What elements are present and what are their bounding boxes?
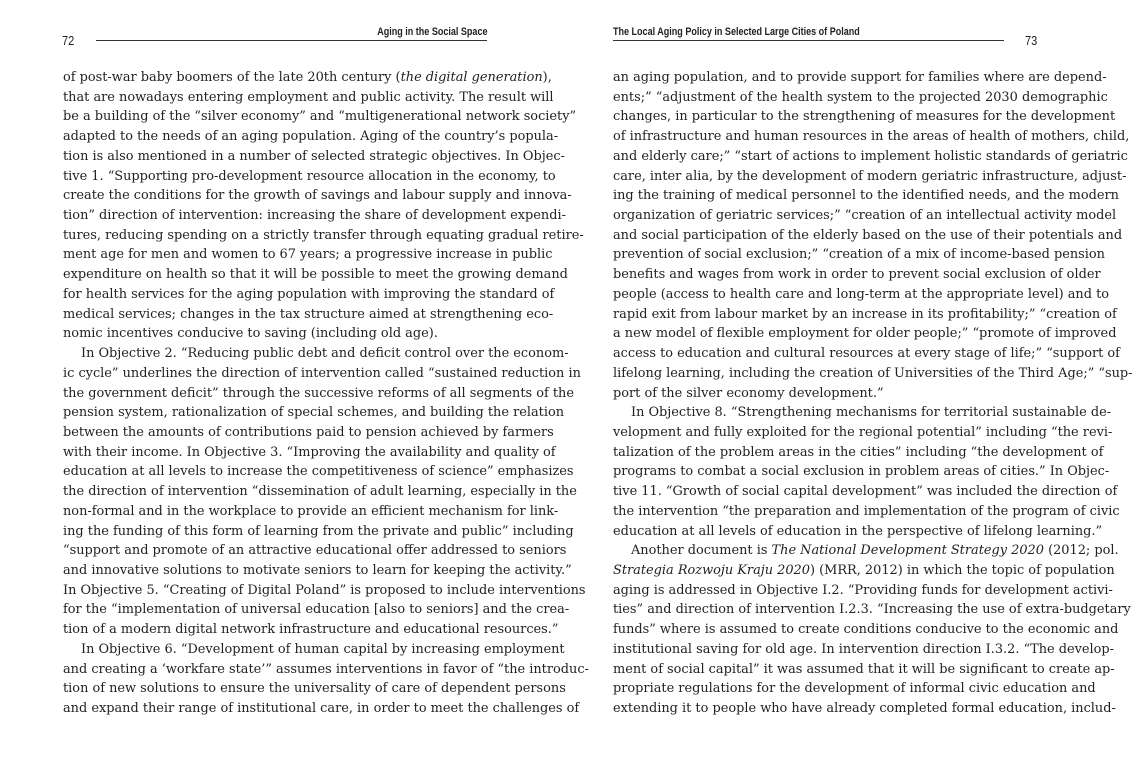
- text-line: the direction of intervention “dissemination of adult learning, especially in the: [63, 484, 577, 500]
- text-line: institutional saving for old age. In intervention direction I.3.2. “The develop-: [613, 641, 1115, 657]
- text-line: Another document is The National Development Strategy 2020 (2012; pol.: [631, 543, 1119, 559]
- text-line: for health services for the aging population with improving the standard of: [63, 286, 555, 302]
- text-line: ic cycle” underlines the direction of intervention called “sustained reduction in: [63, 365, 581, 381]
- text-line: ing the training of medical personnel to the identified needs, and the modern: [613, 188, 1119, 204]
- text-line: funds” where is assumed to create conditions conducive to the economic and: [613, 622, 1119, 638]
- right-page: [550, 0, 1133, 780]
- text-line: the government deficit” through the successive reforms of all segments of the: [63, 385, 574, 401]
- text-line: of post-war baby boomers of the late 20th century (the digital generation),: [63, 70, 552, 85]
- text-line: In Objective 8. “Strengthening mechanisms for territorial sustainable de-: [631, 405, 1112, 421]
- page-number: 73: [1025, 33, 1038, 48]
- text-line: ties” and direction of intervention I.2.3. “Increasing the use of extra-budgetary: [613, 602, 1131, 618]
- text-line: talization of the problem areas in the cities” including “the development of: [613, 444, 1104, 460]
- text-line: and creating a ‘workfare state’” assumes interventions in favor of “the introduc-: [63, 661, 589, 677]
- body-text: [613, 68, 1133, 719]
- text-line: organization of geriatric services;” “creation of an intellectual activity model: [613, 208, 1117, 224]
- text-line: with their income. In Objective 3. “Improving the availability and quality of: [63, 444, 556, 460]
- running-head: The Local Aging Policy in Selected Large Cities of Poland: [613, 26, 860, 38]
- text-line: adapted to the needs of an aging population. Aging of the country’s popula-: [63, 129, 559, 145]
- text-line: tures, reducing spending on a strictly transfer through equating gradual retire-: [63, 227, 584, 243]
- text-line: between the amounts of contributions paid to pension achieved by farmers: [63, 424, 554, 440]
- text-line: nomic incentives conducive to saving (including old age).: [63, 326, 438, 342]
- running-head: Aging in the Social Space: [376, 26, 487, 38]
- text-line: lifelong learning, including the creation of Universities of the Third Age;” “sup-: [613, 365, 1133, 381]
- header-rule: [613, 40, 1004, 41]
- text-line: tion is also mentioned in a number of selected strategic objectives. In Objec-: [63, 148, 565, 164]
- text-line: programs to combat a social exclusion in problem areas of cities.” In Objec-: [613, 464, 1110, 480]
- text-line: extending it to people who have already completed formal education, includ-: [613, 701, 1116, 716]
- text-line: tion of a modern digital network infrastructure and educational resources.”: [63, 622, 559, 638]
- text-line: and elderly care;” “start of actions to implement holistic standards of geriatric: [613, 148, 1128, 164]
- text-line: benefits and wages from work in order to prevent social exclusion of older: [613, 267, 1101, 283]
- text-line: for the “implementation of universal education [also to seniors] and the crea-: [63, 602, 570, 618]
- text-line: education at all levels of education in the perspective of lifelong learning.”: [613, 523, 1103, 539]
- text-line: education at all levels to increase the competitiveness of science” emphasizes: [63, 464, 574, 480]
- text-line: In Objective 2. “Reducing public debt and deficit control over the econom-: [81, 346, 569, 362]
- text-line: an aging population, and to provide support for families where are depend-: [613, 70, 1107, 85]
- text-line: medical services; changes in the tax structure aimed at strengthening eco-: [63, 306, 554, 322]
- text-line: non-formal and in the workplace to provide an efficient mechanism for link-: [63, 503, 559, 519]
- text-line: tive 1. “Supporting pro-development resource allocation in the economy, to: [63, 168, 556, 184]
- text-line: aging is addressed in Objective I.2. “Providing funds for development activi-: [613, 582, 1113, 598]
- text-line: ment age for men and women to 67 years; a progressive increase in public: [63, 247, 553, 263]
- text-line: changes, in particular to the strengthening of measures for the development: [613, 109, 1116, 125]
- text-line: tion of new solutions to ensure the universality of care of dependent persons: [63, 681, 566, 697]
- text-line: access to education and cultural resources at every stage of life;” “support of: [613, 346, 1120, 362]
- header-rule: [96, 40, 487, 41]
- text-line: that are nowadays entering employment and public activity. The result will: [63, 89, 554, 105]
- text-line: propriate regulations for the development of informal civic education and: [613, 681, 1096, 697]
- text-line: people (access to health care and long-term at the appropriate level) and to: [613, 286, 1110, 302]
- text-line: create the conditions for the growth of savings and labour supply and innova-: [63, 188, 572, 204]
- text-line: and social participation of the elderly based on the use of their potentials and: [613, 227, 1123, 243]
- text-line: a new model of flexible employment for older people;” “promote of improved: [613, 326, 1117, 342]
- text-line: tive 11. “Growth of social capital development” was included the direction of: [613, 484, 1118, 500]
- text-line: pension system, rationalization of special schemes, and building the relation: [63, 405, 565, 421]
- text-line: ment of social capital” it was assumed that it will be significant to create ap-: [613, 661, 1115, 677]
- text-line: In Objective 6. “Development of human capital by increasing employment: [81, 641, 565, 657]
- text-line: and innovative solutions to motivate seniors to learn for keeping the activity.”: [63, 562, 572, 578]
- text-line: of infrastructure and human resources in the areas of health of mothers, child,: [613, 129, 1130, 145]
- text-line: rapid exit from labour market by an increase in its profitability;” “creation of: [613, 306, 1117, 322]
- text-line: and expand their range of institutional care, in order to meet the challenges of: [63, 701, 580, 716]
- text-line: expenditure on health so that it will be possible to meet the growing demand: [63, 267, 568, 283]
- text-line: velopment and fully exploited for the regional potential” including “the revi-: [613, 424, 1113, 440]
- text-line: the intervention “the preparation and implementation of the program of civic: [613, 503, 1120, 519]
- text-line: be a building of the “silver economy” and “multigenerational network society”: [63, 109, 577, 125]
- text-line: port of the silver economy development.”: [613, 385, 884, 401]
- text-line: ing the funding of this form of learning from the private and public” including: [63, 523, 574, 539]
- text-line: In Objective 5. “Creating of Digital Poland” is proposed to include interventions: [63, 582, 586, 598]
- text-line: “support and promote of an attractive educational offer addressed to seniors: [63, 543, 567, 559]
- page-number: 72: [62, 33, 75, 48]
- body-text: [63, 68, 589, 719]
- text-line: tion” direction of intervention: increasing the share of development expendi-: [63, 208, 566, 224]
- text-line: prevention of social exclusion;” “creation of a mix of income-based pension: [613, 247, 1105, 263]
- text-line: ents;” “adjustment of the health system to the projected 2030 demographic: [613, 89, 1108, 105]
- text-line: care, inter alia, by the development of modern geriatric infrastructure, adjust-: [613, 168, 1127, 184]
- text-line: Strategia Rozwoju Kraju 2020) (MRR, 2012) in which the topic of population: [613, 562, 1115, 578]
